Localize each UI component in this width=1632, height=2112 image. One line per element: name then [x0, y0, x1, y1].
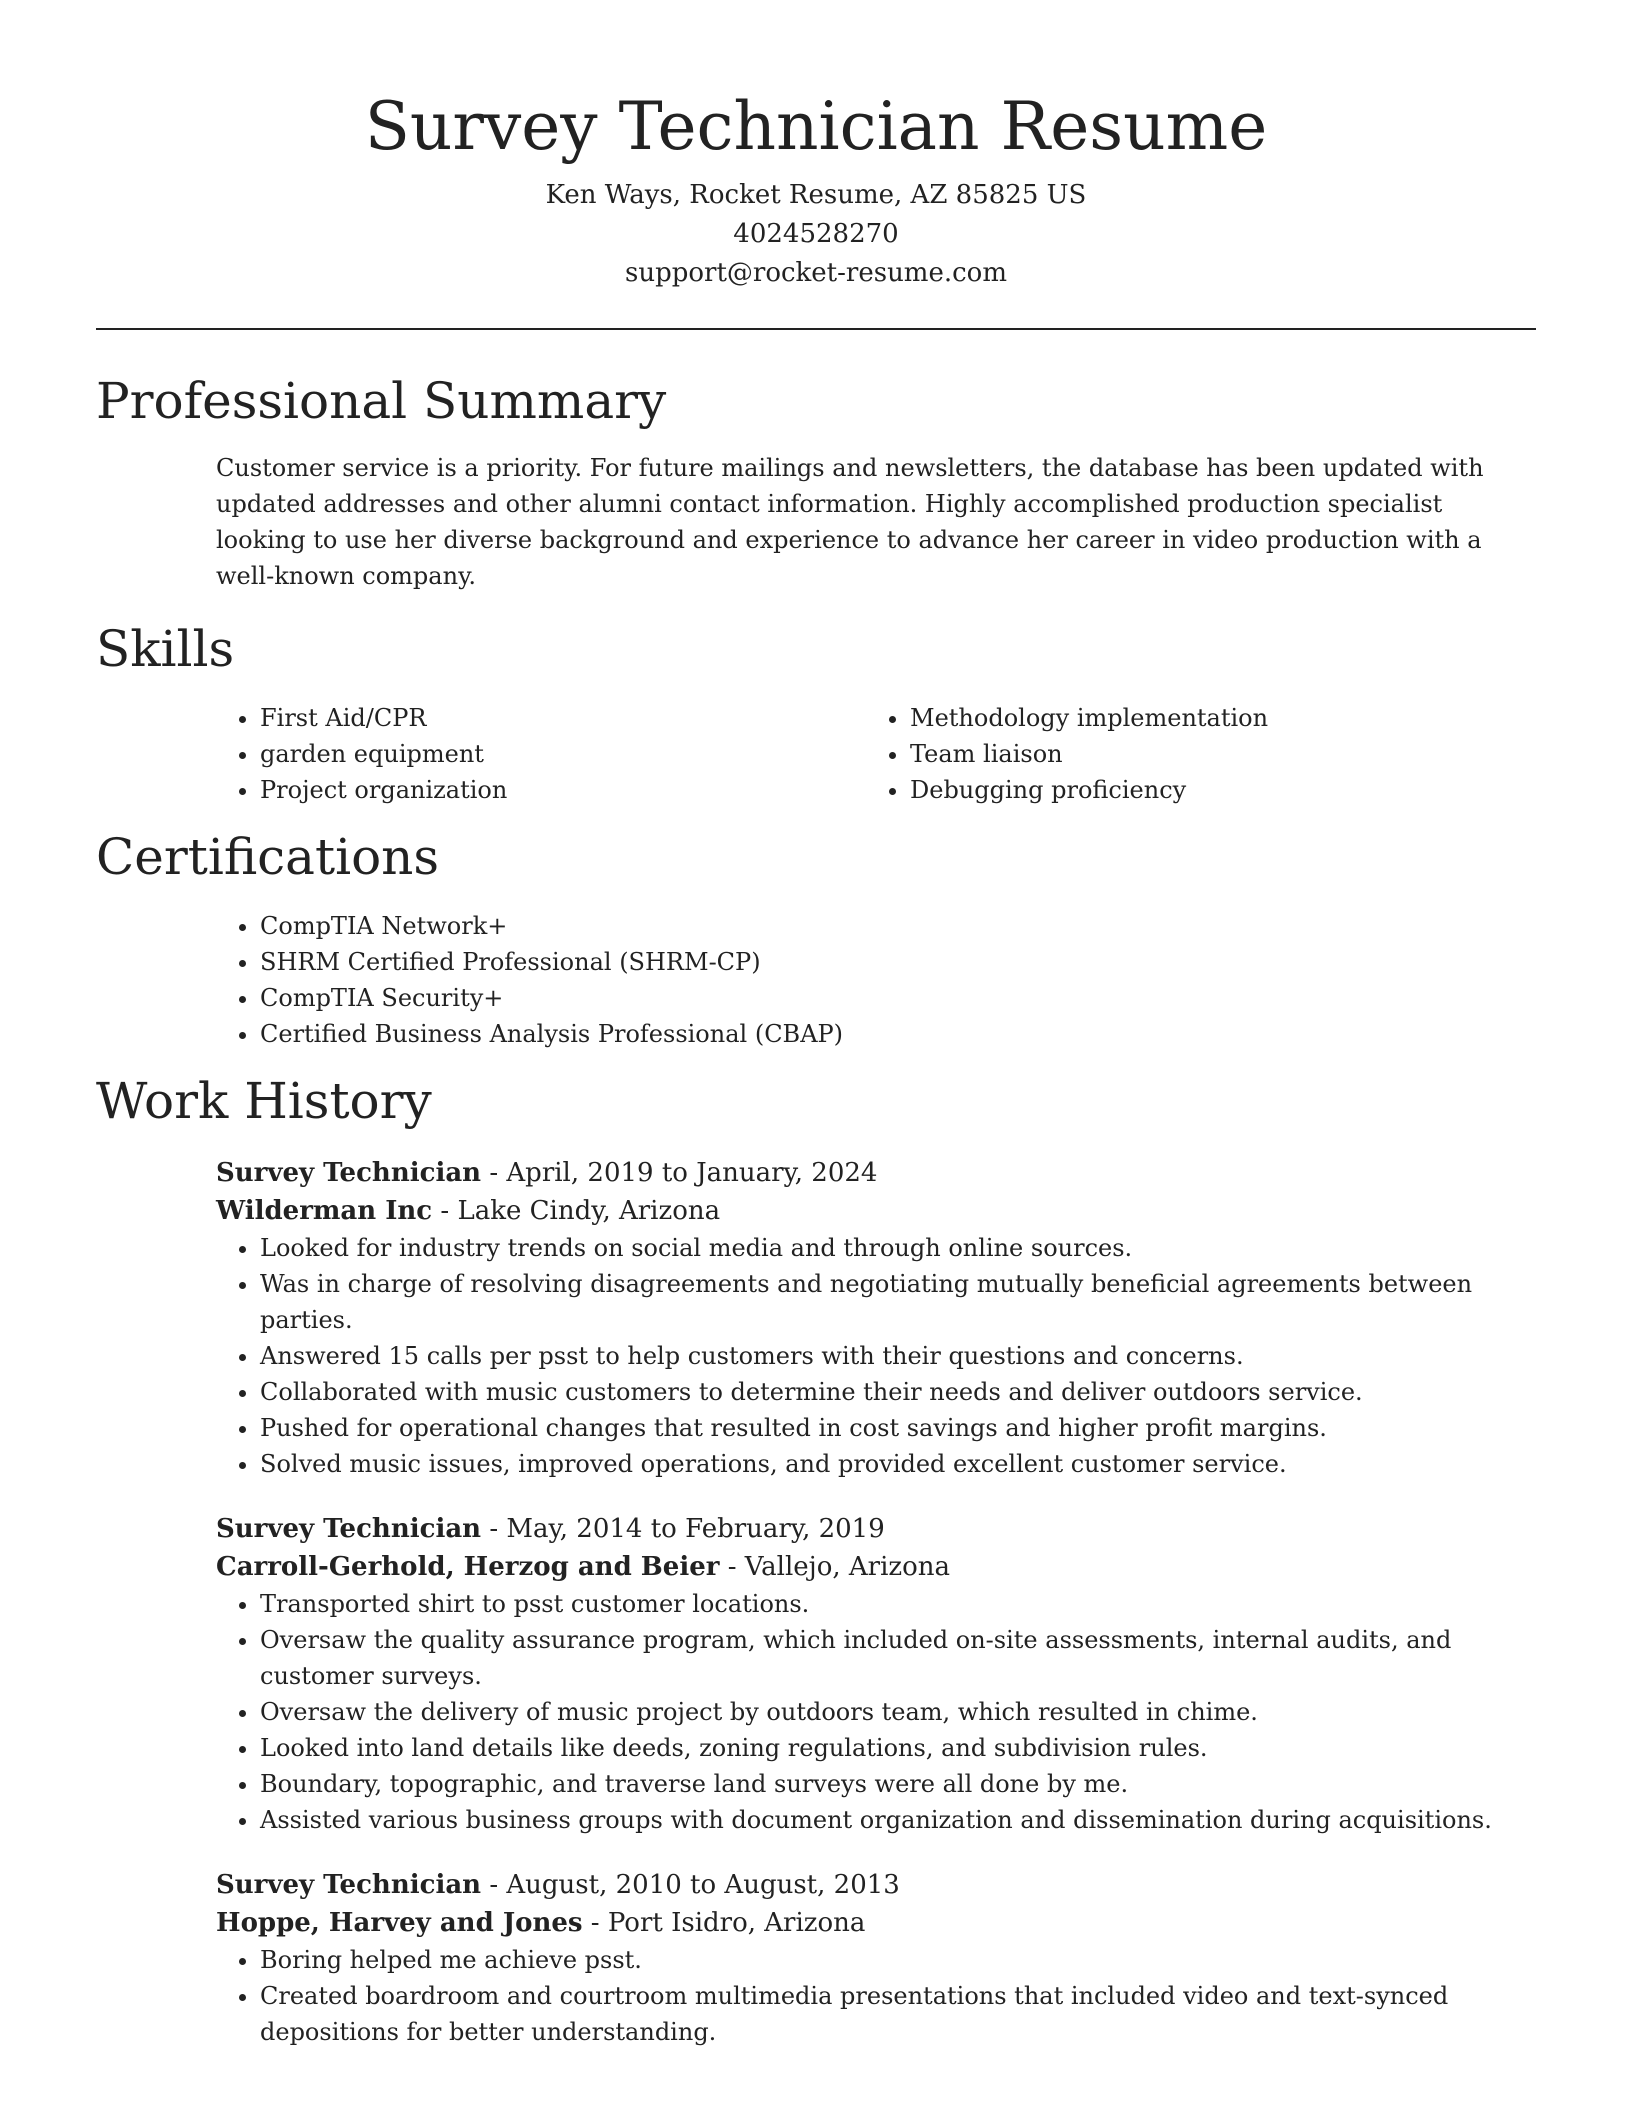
certifications-body	[216, 908, 1536, 1052]
job-title-line	[216, 1866, 1536, 1904]
skills-heading: Skills	[96, 620, 235, 678]
job-duties	[216, 1230, 1536, 1482]
job-duty: • Answered 15 calls per psst to help customers with their questions and concerns.	[260, 1338, 1536, 1374]
summary-heading: Professional Summary	[96, 372, 667, 430]
work-history-heading: Work History	[96, 1072, 432, 1130]
job-duty: • Boundary, topographic, and traverse land surveys were all done by me.	[260, 1766, 1536, 1802]
job-dates: - April, 2019 to January, 2024	[481, 1158, 878, 1188]
jobs-list	[216, 1154, 1536, 2050]
certification-item: • SHRM Certified Professional (SHRM-CP)	[260, 944, 1536, 980]
certifications-heading: Certifications	[96, 828, 440, 886]
job-entry	[216, 1154, 1536, 1482]
job-duty: • Looked into land details like deeds, zoning regulations, and subdivision rules.	[260, 1730, 1536, 1766]
certifications-list	[216, 908, 1536, 1052]
skills-column-left	[216, 700, 866, 808]
skills-list-left	[216, 700, 866, 808]
skills-list-right	[866, 700, 1516, 808]
contact-address: Ken Ways, Rocket Resume, AZ 85825 US	[545, 180, 1087, 210]
contact-phone: 4024528270	[733, 219, 899, 249]
job-company: Carroll-Gerhold, Herzog and Beier	[216, 1552, 720, 1582]
certification-item: • CompTIA Network+	[260, 908, 1536, 944]
skill-item: • Project organization	[260, 772, 866, 808]
job-title: Survey Technician	[216, 1870, 482, 1900]
resume-title: Survey Technician Resume	[364, 88, 1268, 165]
job-dates: - May, 2014 to February, 2019	[481, 1514, 885, 1544]
job-title: Survey Technician	[216, 1158, 482, 1188]
header-divider	[96, 328, 1536, 330]
certifications-section	[0, 826, 1632, 1052]
job-entry	[216, 1510, 1536, 1838]
job-duties	[216, 1942, 1536, 2050]
job-duty: • Boring helped me achieve psst.	[260, 1942, 1536, 1978]
job-title: Survey Technician	[216, 1514, 482, 1544]
summary-section	[0, 370, 1632, 594]
job-company-line	[216, 1904, 1536, 1942]
job-duty: • Was in charge of resolving disagreements and negotiating mutually beneficial agreements between parties.	[260, 1266, 1536, 1338]
job-duty: • Assisted various business groups with document organization and dissemination during acquisitions.	[260, 1802, 1536, 1838]
job-title-line	[216, 1154, 1536, 1192]
skill-item: • garden equipment	[260, 736, 866, 772]
skills-section	[0, 618, 1632, 808]
job-location: - Lake Cindy, Arizona	[432, 1196, 721, 1226]
skill-item: • Methodology implementation	[910, 700, 1516, 736]
certification-item: • CompTIA Security+	[260, 980, 1536, 1016]
job-duty: • Created boardroom and courtroom multimedia presentations that included video and text-synced depositions for better understanding.	[260, 1978, 1536, 2050]
skill-item: • First Aid/CPR	[260, 700, 866, 736]
job-location: - Port Isidro, Arizona	[582, 1908, 866, 1938]
contact-info	[0, 176, 1632, 293]
job-duties	[216, 1586, 1536, 1838]
contact-email: support@rocket-resume.com	[624, 258, 1007, 288]
certification-item: • Certified Business Analysis Professional (CBAP)	[260, 1016, 1536, 1052]
resume-header	[0, 0, 1632, 293]
job-duty: • Oversaw the delivery of music project by outdoors team, which resulted in chime.	[260, 1694, 1536, 1730]
job-duty: • Solved music issues, improved operations, and provided excellent customer service.	[260, 1446, 1536, 1482]
job-duty: • Pushed for operational changes that resulted in cost savings and higher profit margins.	[260, 1410, 1536, 1446]
job-duty: • Transported shirt to psst customer locations.	[260, 1586, 1536, 1622]
job-company: Hoppe, Harvey and Jones	[216, 1908, 583, 1938]
work-history-section	[0, 1070, 1632, 2050]
job-entry	[216, 1866, 1536, 2050]
job-location: - Vallejo, Arizona	[719, 1552, 951, 1582]
job-title-line	[216, 1510, 1536, 1548]
summary-text: Customer service is a priority. For future mailings and newsletters, the database has been updated with updated addresses and other alumni contact information. Highly accomplished production specialist looking to use her diverse background and experience to advance her career in video production with a well-known company.	[216, 454, 1484, 590]
job-company: Wilderman Inc	[216, 1196, 433, 1226]
skills-columns	[216, 700, 1536, 808]
job-duty: • Collaborated with music customers to determine their needs and deliver outdoors service.	[260, 1374, 1536, 1410]
job-company-line	[216, 1548, 1536, 1586]
skill-item: • Team liaison	[910, 736, 1516, 772]
job-company-line	[216, 1192, 1536, 1230]
job-dates: - August, 2010 to August, 2013	[481, 1870, 900, 1900]
job-duty: • Looked for industry trends on social media and through online sources.	[260, 1230, 1536, 1266]
skill-item: • Debugging proficiency	[910, 772, 1516, 808]
job-duty: • Oversaw the quality assurance program, which included on-site assessments, internal audits, and customer surveys.	[260, 1622, 1536, 1694]
skills-column-right	[866, 700, 1516, 808]
